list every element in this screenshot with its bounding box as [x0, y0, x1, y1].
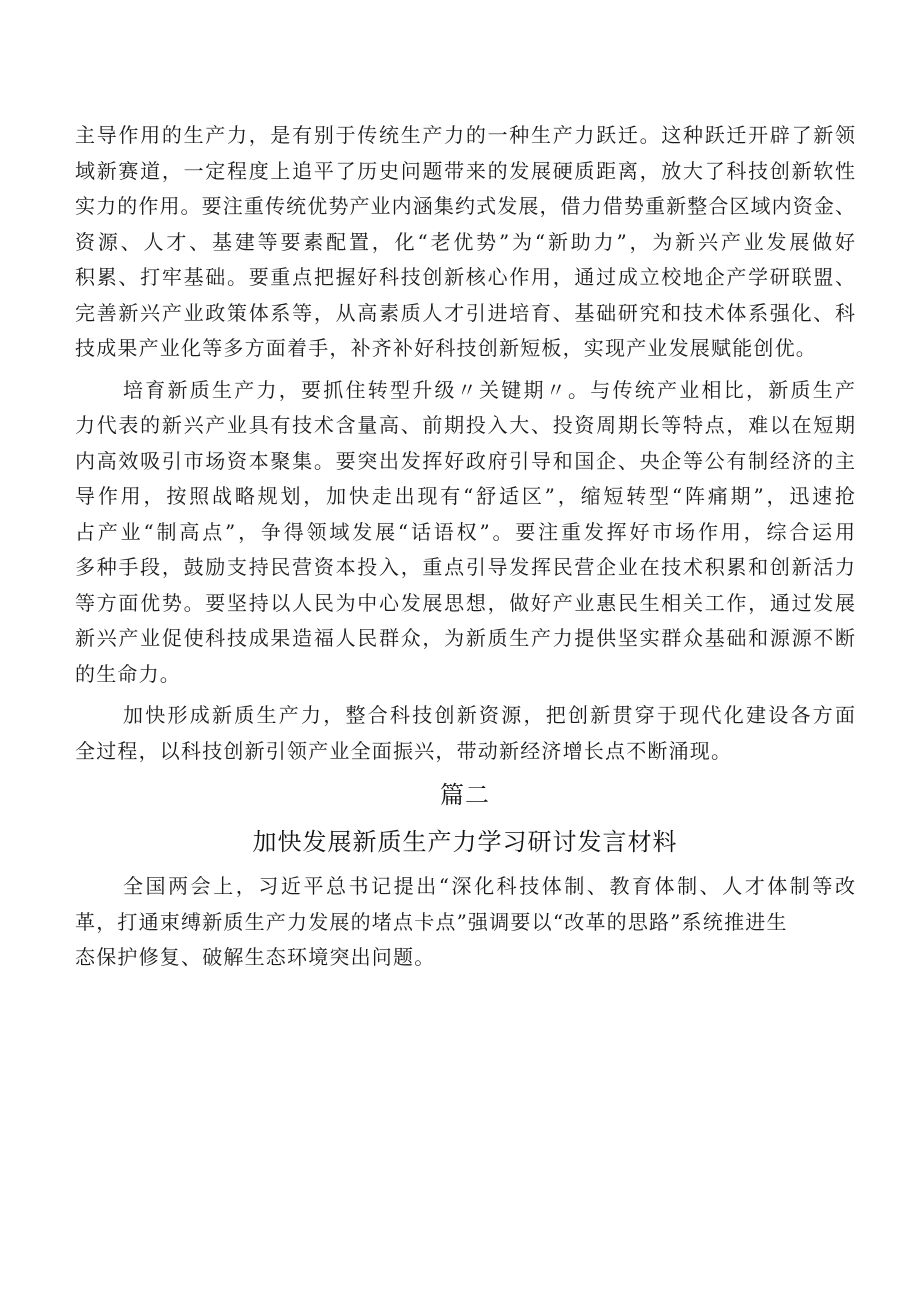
text-line: 技成果产业化等多方面着手，补齐补好科技创新短板，实现产业发展赋能创优。: [75, 336, 817, 360]
text-line: 态保护修复、破解生态环境突出问题。: [75, 945, 436, 969]
text-line: 新兴产业促使科技成果造福人民群众，为新质生产力提供坚实群众基础和源源不断: [75, 626, 855, 650]
paragraph-3: [75, 698, 855, 769]
text-line: 主导作用的生产力，是有别于传统生产力的一种生产力跃迁。这种跃迁开辟了新领: [75, 123, 855, 147]
section-title: 加快发展新质生产力学习研讨发言材料: [252, 828, 678, 856]
text-line: 完善新兴产业政策体系等，从高素质人才引进培育、基础研究和技术体系强化、科: [75, 300, 855, 325]
text-line: 资源、人才、基建等要素配置，化“老优势”为“新助力”，为新兴产业发展做好: [75, 229, 855, 254]
text-line: 实力的作用。要注重传统优势产业内涵集约式发展，借力借势重新整合区域内资金、: [75, 194, 855, 218]
section-number: 篇二: [440, 781, 490, 809]
paragraph-1: [75, 118, 855, 367]
text-line: 域新赛道，一定程度上追平了历史问题带来的发展硬质距离，放大了科技创新软性: [75, 158, 855, 183]
text-line: 内高效吸引市场资本聚集。要突出发挥好政府引导和国企、央企等公有制经济的主: [75, 448, 855, 473]
paragraph-2: [75, 373, 855, 693]
text-line: 多种手段，鼓励支持民营资本投入，重点引导发挥民营企业在技术积累和创新活力: [75, 555, 855, 579]
document-body: [75, 118, 855, 976]
text-line: 积累、打牢基础。要重点把握好科技创新核心作用，通过成立校地企产学研联盟、: [75, 265, 855, 289]
text-line: 革，打通束缚新质生产力发展的堵点卡点”强调要以“改革的思路”系统推进生: [75, 909, 788, 934]
text-line: 的生命力。: [75, 661, 181, 686]
text-line: 占产业“制高点”，争得领域发展“话语权”。要注重发挥好市场作用，综合运用: [75, 519, 855, 544]
text-line: 加快形成新质生产力，整合科技创新资源，把创新贯穿于现代化建设各方面: [123, 703, 855, 727]
text-line: 等方面优势。要坚持以人民为中心发展思想，做好产业惠民生相关工作，通过发展: [75, 590, 855, 615]
text-line: 力代表的新兴产业具有技术含量高、前期投入大、投资周期长等特点，难以在短期: [75, 413, 855, 437]
text-line: 导作用，按照战略规划，加快走出现有“舒适区”，缩短转型“阵痛期”，迅速抢: [75, 484, 855, 508]
text-line: 全过程，以科技创新引领产业全面振兴，带动新经济增长点不断涌现。: [75, 738, 733, 763]
text-line: 培育新质生产力，要抓住转型升级〃关键期〃。与传统产业相比，新质生产: [123, 377, 855, 402]
paragraph-4: [75, 869, 855, 976]
text-line: 全国两会上，习近平总书记提出“深化科技体制、教育体制、人才体制等改: [123, 874, 855, 898]
